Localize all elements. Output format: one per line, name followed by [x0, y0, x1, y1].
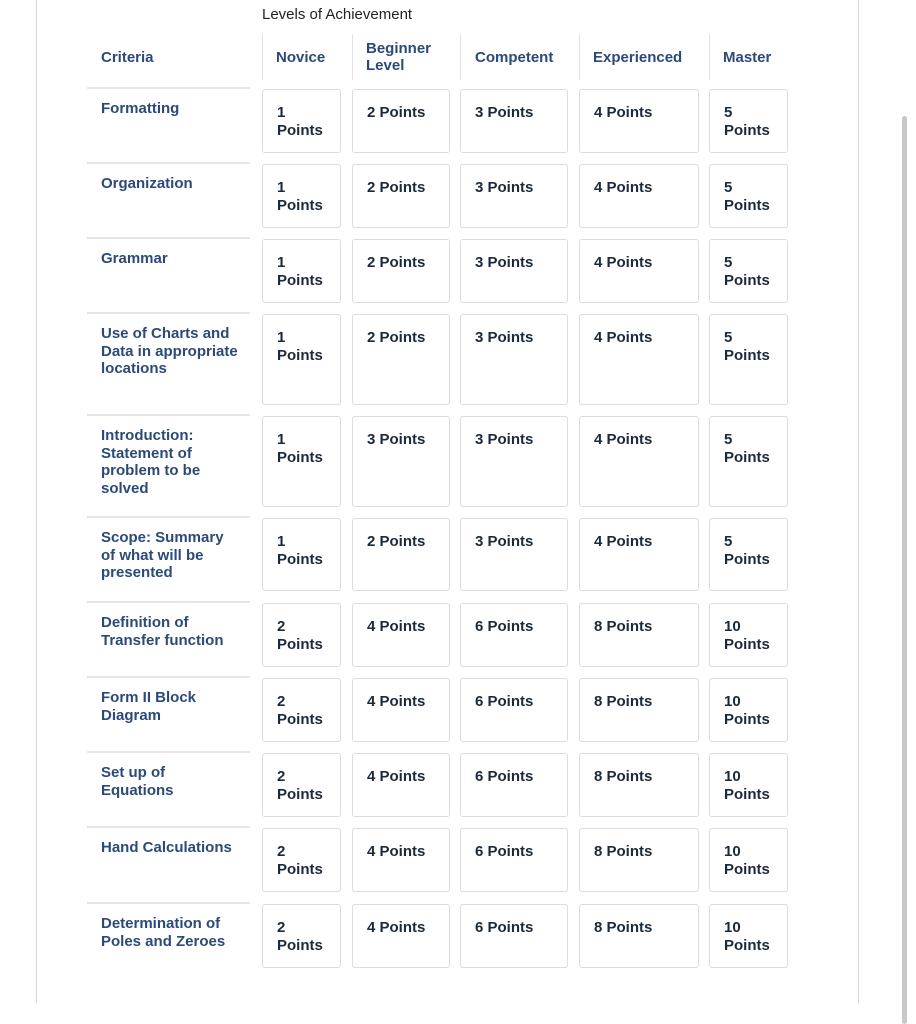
score-cell[interactable]: 2 Points — [352, 89, 450, 153]
row-divider — [87, 826, 250, 828]
row-divider — [87, 601, 250, 603]
score-cell[interactable]: 2 Points — [262, 753, 341, 817]
level-header: Novice — [276, 48, 326, 66]
header-separator — [579, 34, 580, 80]
header-separator — [460, 34, 461, 80]
level-header: Master — [723, 48, 772, 66]
score-cell[interactable]: 6 Points — [460, 678, 568, 742]
score-cell[interactable]: 5 Points — [709, 239, 788, 303]
criterion-label: Grammar — [101, 250, 168, 267]
score-cell[interactable]: 8 Points — [579, 828, 699, 892]
criterion-label: Determination of Poles and Zeroes — [101, 915, 226, 950]
score-cell[interactable]: 1 Points — [262, 314, 341, 405]
header-separator — [352, 34, 353, 80]
score-cell[interactable]: 10 Points — [709, 678, 788, 742]
score-cell[interactable]: 2 Points — [262, 678, 341, 742]
score-cell[interactable]: 3 Points — [460, 164, 568, 228]
score-cell[interactable]: 3 Points — [460, 89, 568, 153]
score-cell[interactable]: 4 Points — [352, 603, 450, 667]
header-separator — [262, 34, 263, 80]
score-cell[interactable]: 2 Points — [352, 518, 450, 591]
score-cell[interactable]: 3 Points — [460, 518, 568, 591]
criteria-header: Criteria — [101, 48, 154, 66]
score-cell[interactable]: 5 Points — [709, 314, 788, 405]
score-cell[interactable]: 8 Points — [579, 603, 699, 667]
row-divider — [87, 902, 250, 904]
level-header: Competent — [475, 48, 554, 66]
score-cell[interactable]: 8 Points — [579, 753, 699, 817]
page-border-left — [36, 0, 37, 1003]
page-border-right — [858, 0, 859, 1003]
score-cell[interactable]: 5 Points — [709, 416, 788, 507]
level-header: Experienced — [593, 48, 683, 66]
score-cell[interactable]: 10 Points — [709, 904, 788, 968]
score-cell[interactable]: 1 Points — [262, 518, 341, 591]
score-cell[interactable]: 1 Points — [262, 89, 341, 153]
criterion-label: Formatting — [101, 100, 180, 117]
row-divider — [87, 87, 250, 89]
score-cell[interactable]: 6 Points — [460, 904, 568, 968]
criterion-label: Set up of Equations — [101, 764, 174, 799]
score-cell[interactable]: 8 Points — [579, 678, 699, 742]
score-cell[interactable]: 4 Points — [579, 416, 699, 507]
criterion-label: Organization — [101, 175, 193, 192]
row-divider — [87, 162, 250, 164]
score-cell[interactable]: 4 Points — [579, 239, 699, 303]
row-divider — [87, 414, 250, 416]
score-cell[interactable]: 4 Points — [352, 678, 450, 742]
score-cell[interactable]: 3 Points — [460, 239, 568, 303]
score-cell[interactable]: 3 Points — [460, 314, 568, 405]
score-cell[interactable]: 4 Points — [352, 904, 450, 968]
score-cell[interactable]: 4 Points — [579, 314, 699, 405]
row-divider — [87, 312, 250, 314]
score-cell[interactable]: 2 Points — [352, 314, 450, 405]
score-cell[interactable]: 10 Points — [709, 828, 788, 892]
score-cell[interactable]: 5 Points — [709, 164, 788, 228]
header-separator — [709, 34, 710, 80]
score-cell[interactable]: 10 Points — [709, 753, 788, 817]
level-header: Beginner Level — [366, 40, 432, 74]
criterion-label: Hand Calculations — [101, 839, 232, 856]
row-divider — [87, 237, 250, 239]
criterion-label: Introduction: Statement of problem to be solved — [101, 427, 201, 497]
score-cell[interactable]: 8 Points — [579, 904, 699, 968]
criterion-label: Scope: Summary of what will be presented — [101, 529, 224, 581]
score-cell[interactable]: 2 Points — [262, 828, 341, 892]
score-cell[interactable]: 6 Points — [460, 828, 568, 892]
scrollbar[interactable] — [902, 116, 907, 1024]
score-cell[interactable]: 3 Points — [352, 416, 450, 507]
row-divider — [87, 516, 250, 518]
score-cell[interactable]: 6 Points — [460, 603, 568, 667]
score-cell[interactable]: 2 Points — [262, 904, 341, 968]
score-cell[interactable]: 3 Points — [460, 416, 568, 507]
score-cell[interactable]: 4 Points — [579, 89, 699, 153]
criterion-label: Form II Block Diagram — [101, 689, 197, 724]
row-divider — [87, 751, 250, 753]
score-cell[interactable]: 1 Points — [262, 239, 341, 303]
score-cell[interactable]: 1 Points — [262, 164, 341, 228]
score-cell[interactable]: 4 Points — [352, 753, 450, 817]
score-cell[interactable]: 2 Points — [352, 239, 450, 303]
row-divider — [87, 676, 250, 678]
score-cell[interactable]: 4 Points — [579, 164, 699, 228]
score-cell[interactable]: 10 Points — [709, 603, 788, 667]
criterion-label: Definition of Transfer function — [101, 614, 224, 649]
score-cell[interactable]: 5 Points — [709, 518, 788, 591]
score-cell[interactable]: 4 Points — [352, 828, 450, 892]
score-cell[interactable]: 2 Points — [262, 603, 341, 667]
score-cell[interactable]: 1 Points — [262, 416, 341, 507]
criterion-label: Use of Charts and Data in appropriate locations — [101, 325, 238, 377]
score-cell[interactable]: 4 Points — [579, 518, 699, 591]
score-cell[interactable]: 6 Points — [460, 753, 568, 817]
score-cell[interactable]: 2 Points — [352, 164, 450, 228]
levels-title: Levels of Achievement — [262, 6, 413, 23]
score-cell[interactable]: 5 Points — [709, 89, 788, 153]
